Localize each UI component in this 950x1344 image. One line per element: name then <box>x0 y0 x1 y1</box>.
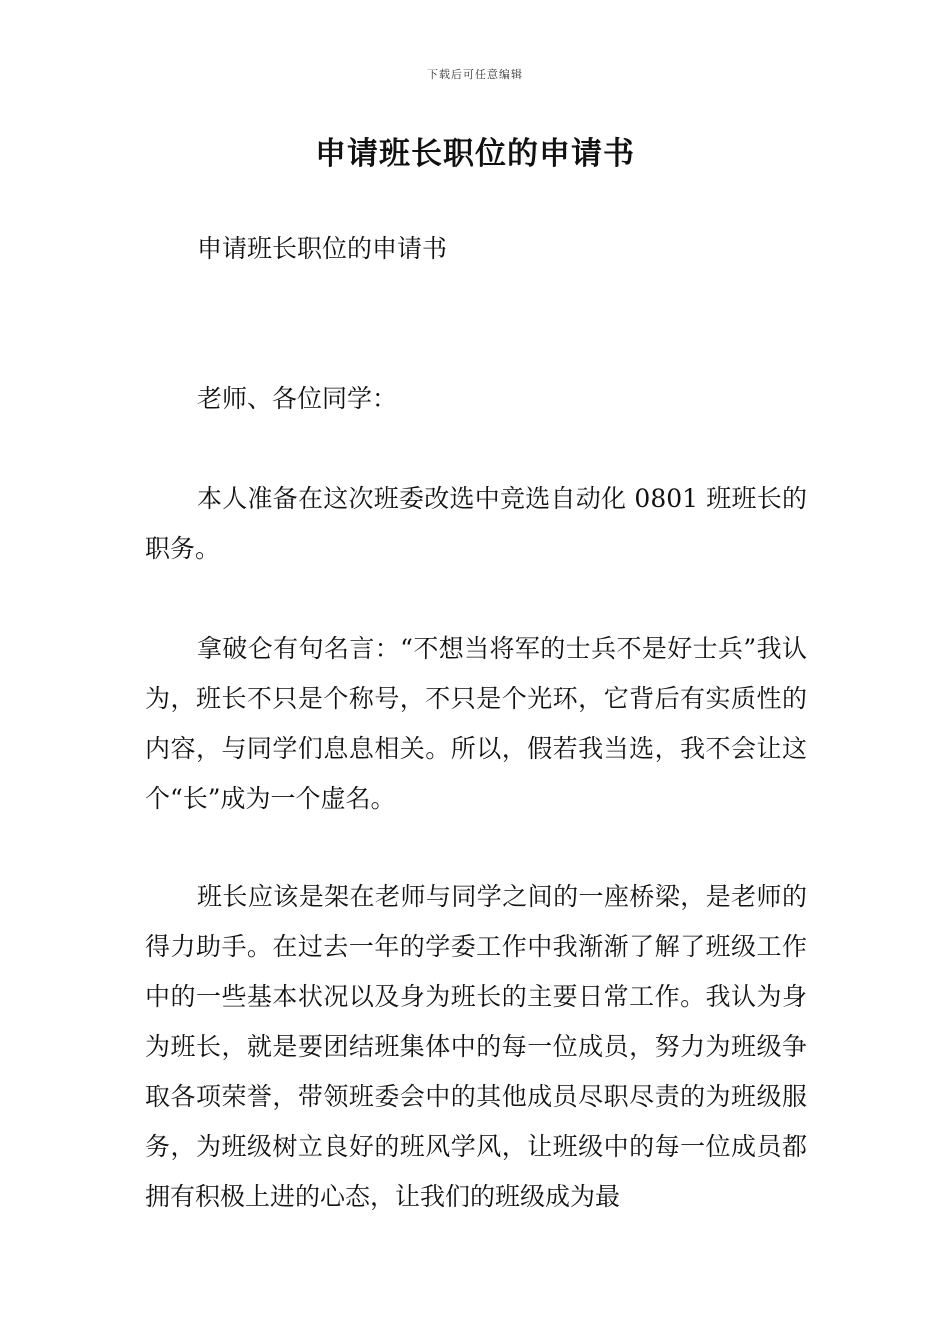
paragraph-class-monitor-role: 班长应该是架在老师与同学之间的一座桥梁，是老师的得力助手。在过去一年的学委工作中我渐渐了解了班级工作中的一些基本状况以及身为班长的主要日常工作。我认为身为班长，就是要团结班集体中的每一位成员，努力为班级争取各项荣誉，带领班委会中的其他成员尽职尽责的为班级服务，为班级树立良好的班风学风，让班级中的每一位成员都拥有积极上进的心态，让我们的班级成为最 <box>145 882 807 1211</box>
paragraph-napoleon-quote: 拿破仑有句名言：“不想当将军的士兵不是好士兵”我认为，班长不只是个称号，不只是个光环，它背后有实质性的内容，与同学们息息相关。所以，假若我当选，我不会让这个“长”成为一个虚名。 <box>145 634 807 813</box>
paragraph-intro: 本人准备在这次班委改选中竞选自动化 0801 班班长的职务。 <box>145 484 807 563</box>
document-title: 申请班长职位的申请书 <box>315 136 635 172</box>
header-note: 下载后可任意编辑 <box>427 68 523 81</box>
salutation: 老师、各位同学： <box>197 384 398 413</box>
document-subtitle: 申请班长职位的申请书 <box>197 234 448 263</box>
